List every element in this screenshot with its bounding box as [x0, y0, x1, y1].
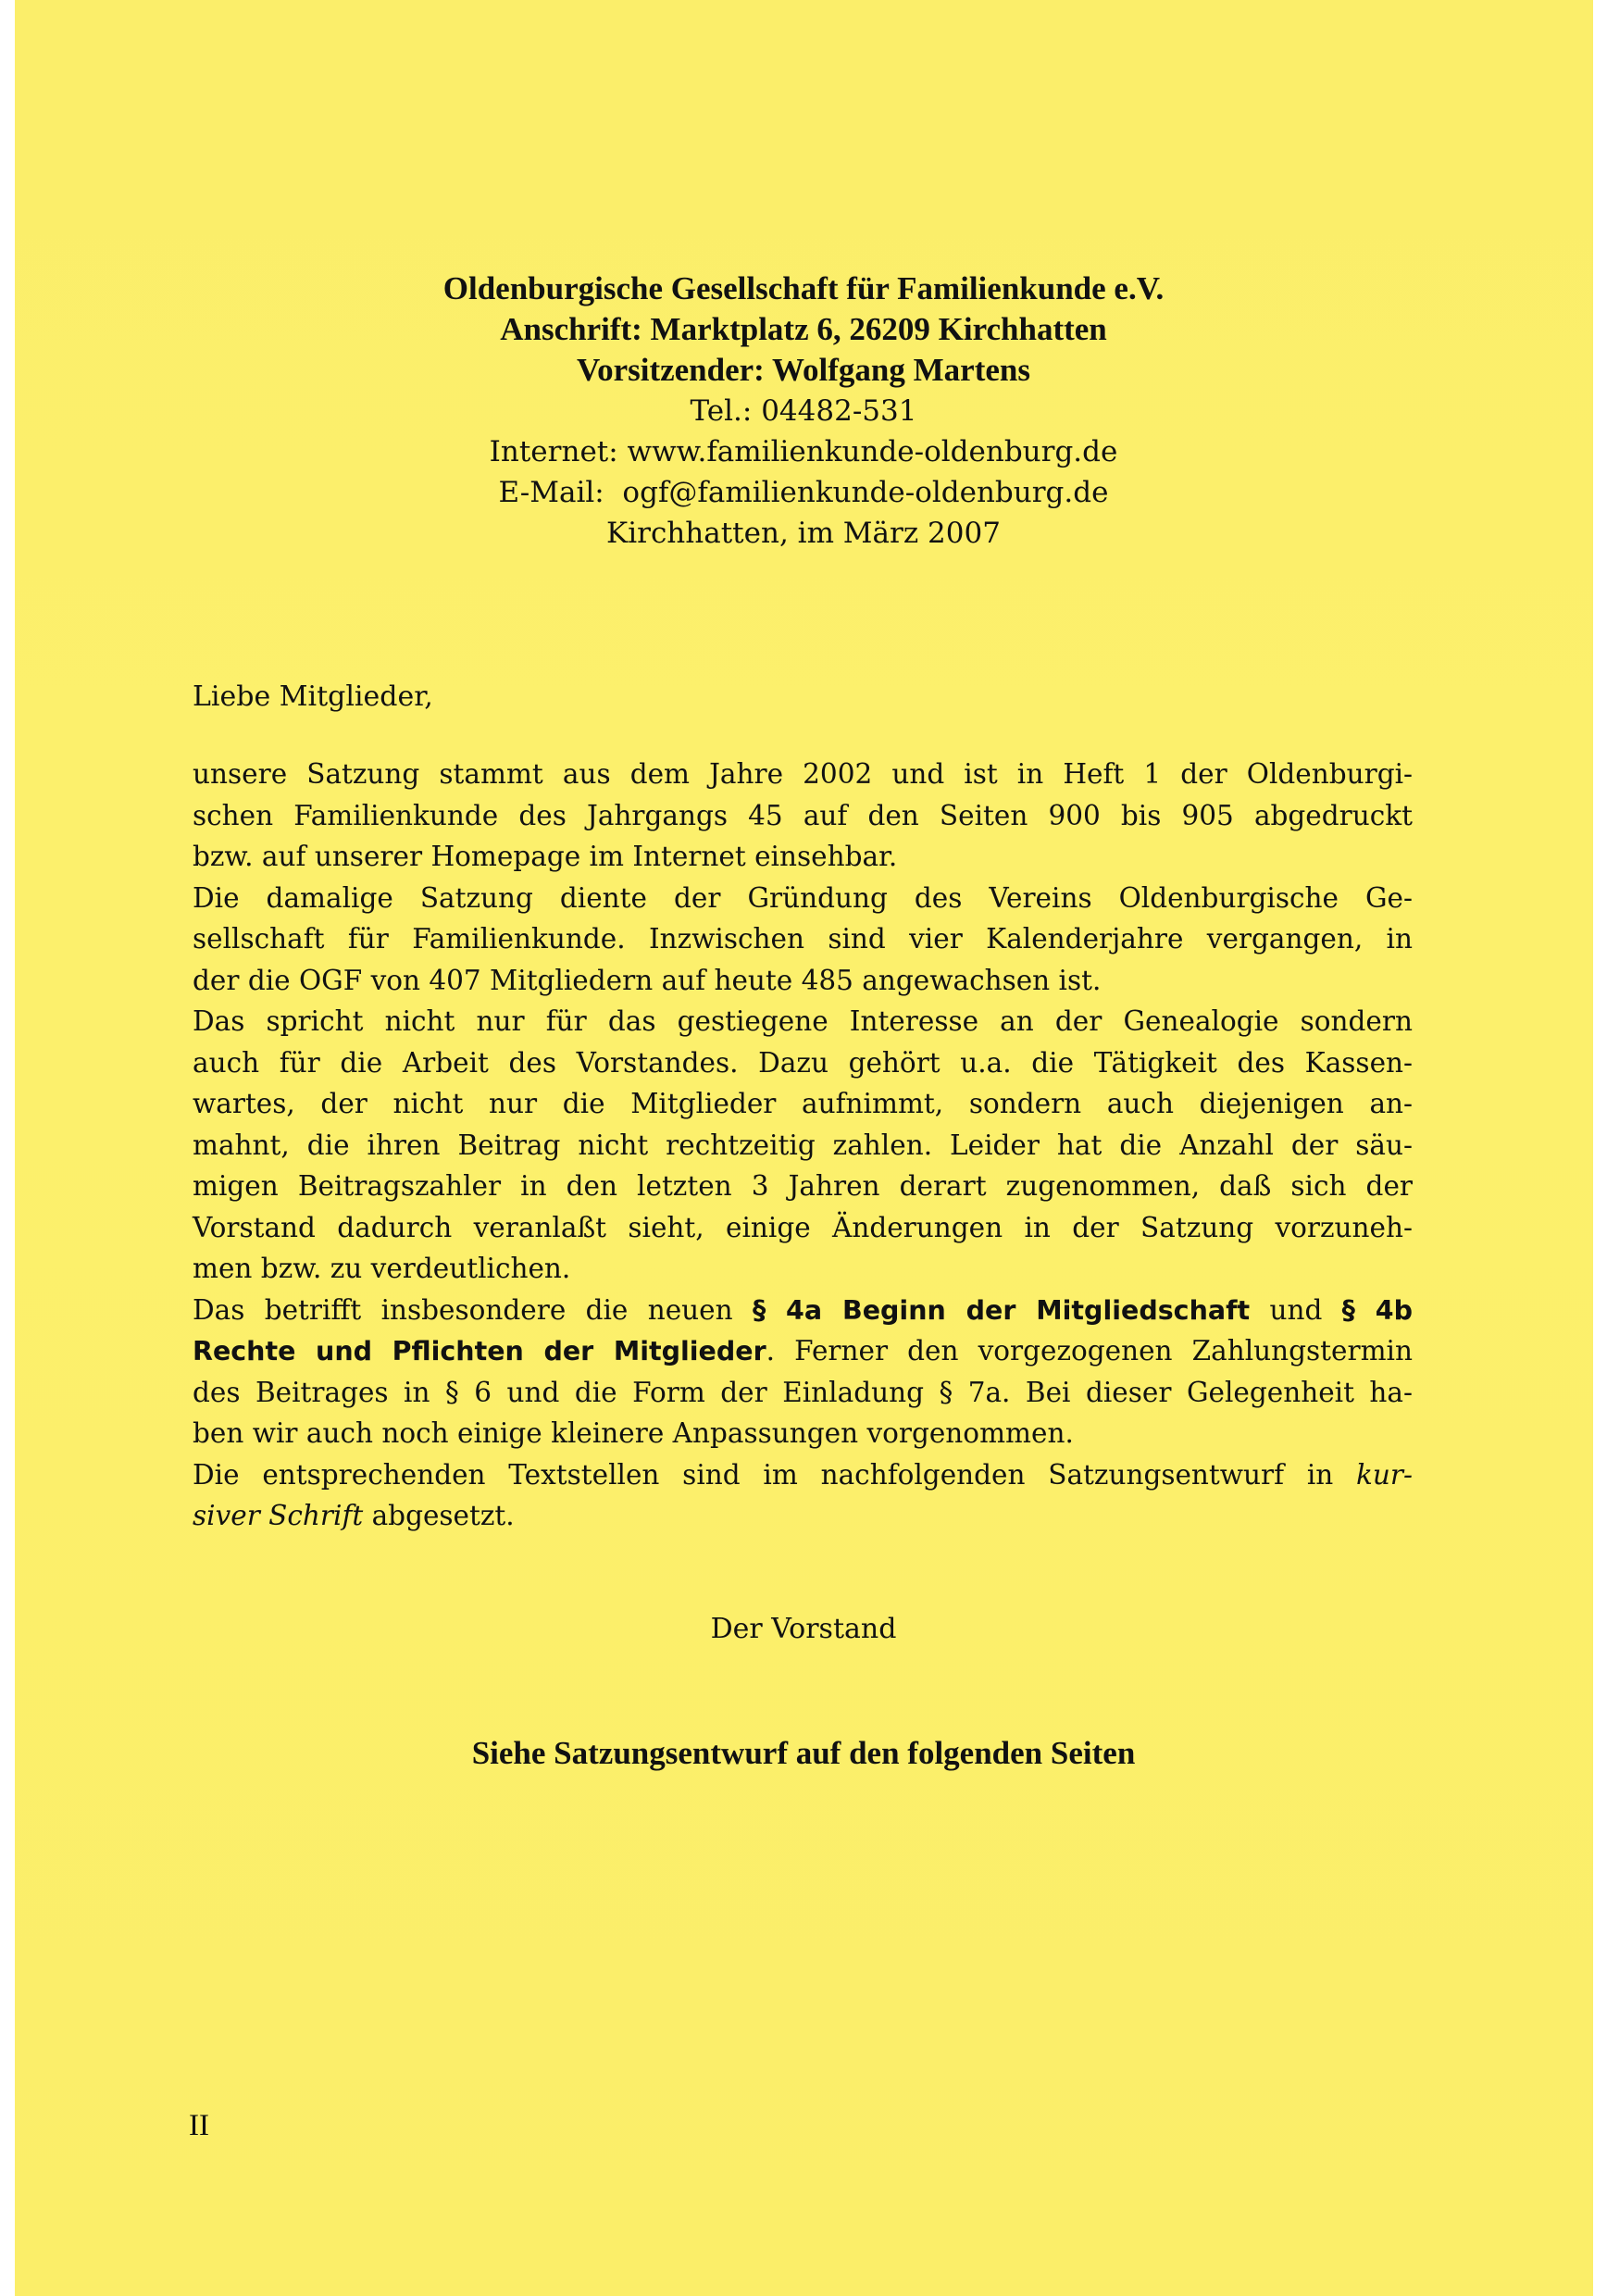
- body-line: sellschaft für Familienkunde. Inzwischen sind vier Kalenderjahre vergangen, in: [193, 923, 1413, 955]
- section-4a-reference: § 4a Beginn der Mitgliedschaft: [752, 1294, 1251, 1326]
- body-line: [193, 1495, 1413, 1537]
- body-text: abgesetzt.: [363, 1500, 515, 1531]
- body-line: [193, 1454, 1413, 1496]
- body-line: unsere Satzung stammt aus dem Jahre 2002 und ist in Heft 1 der Oldenburgi-: [193, 758, 1413, 790]
- body-line: wartes, der nicht nur die Mitglieder aufnimmt, sondern auch diejenigen an-: [193, 1088, 1413, 1119]
- org-chair: Vorsitzender: Wolfgang Martens: [577, 352, 1030, 388]
- org-phone: Tel.: 04482-531: [690, 394, 917, 428]
- body-line: der die OGF von 407 Mitgliedern auf heute 485 angewachsen ist.: [193, 964, 1102, 996]
- body-line: schen Familienkunde des Jahrgangs 45 auf den Seiten 900 bis 905 abgedruckt: [193, 799, 1413, 831]
- body-line: mahnt, die ihren Beitrag nicht rechtzeitig zahlen. Leider hat die Anzahl der säu-: [193, 1129, 1413, 1161]
- page-number: II: [189, 2109, 209, 2142]
- body-line: auch für die Arbeit des Vorstandes. Dazu gehört u.a. die Tätigkeit des Kassen-: [193, 1046, 1413, 1079]
- letter-body: [193, 754, 1413, 1537]
- org-address: Anschrift: Marktplatz 6, 26209 Kirchhatten: [500, 311, 1107, 347]
- body-line: migen Beitragszahler in den letzten 3 Jahren derart zugenommen, daß sich der: [193, 1170, 1413, 1202]
- org-name: Oldenburgische Gesellschaft für Familienkunde e.V.: [442, 270, 1165, 306]
- italic-text: siver Schrift: [193, 1500, 364, 1531]
- body-text: . Ferner den vorgezogenen Zahlungstermin: [766, 1335, 1413, 1366]
- place-date: Kirchhatten, im März 2007: [606, 517, 1001, 550]
- italic-text: kur-: [1356, 1458, 1413, 1491]
- letterhead: [0, 268, 1607, 554]
- body-line: ben wir auch noch einige kleinere Anpassungen vorgenommen.: [193, 1417, 1074, 1449]
- body-line: [193, 1330, 1413, 1372]
- body-text: Die entsprechenden Textstellen sind im nachfolgenden Satzungsentwurf in: [193, 1458, 1357, 1491]
- closing-note: Siehe Satzungsentwurf auf den folgenden Seiten: [471, 1735, 1136, 1771]
- body-line: des Beitrages in § 6 und die Form der Einladung § 7a. Bei dieser Gelegenheit ha-: [193, 1376, 1413, 1408]
- body-text: Das betrifft insbesondere die neuen: [193, 1293, 753, 1326]
- body-line: men bzw. zu verdeutlichen.: [193, 1253, 571, 1284]
- body-text: und: [1250, 1293, 1342, 1326]
- body-line: Das spricht nicht nur für das gestiegene Interesse an der Genealogie sondern: [193, 1005, 1413, 1037]
- org-internet: Internet: www.familienkunde-oldenburg.de: [489, 435, 1118, 468]
- section-4b-reference: § 4b: [1341, 1294, 1414, 1326]
- body-line: [193, 1290, 1413, 1331]
- letter-greeting: Liebe Mitglieder,: [193, 680, 433, 713]
- body-line: bzw. auf unserer Homepage im Internet einsehbar.: [193, 841, 898, 872]
- org-email: E-Mail: ogf@familienkunde-oldenburg.de: [498, 476, 1109, 509]
- section-4b-title: Rechte und Pflichten der Mitglieder: [193, 1336, 766, 1366]
- body-line: Die damalige Satzung diente der Gründung des Vereins Oldenburgische Ge-: [193, 881, 1413, 914]
- letter-signoff: Der Vorstand: [710, 1613, 897, 1645]
- body-line: Vorstand dadurch veranlaßt sieht, einige Änderungen in der Satzung vorzuneh-: [193, 1211, 1413, 1243]
